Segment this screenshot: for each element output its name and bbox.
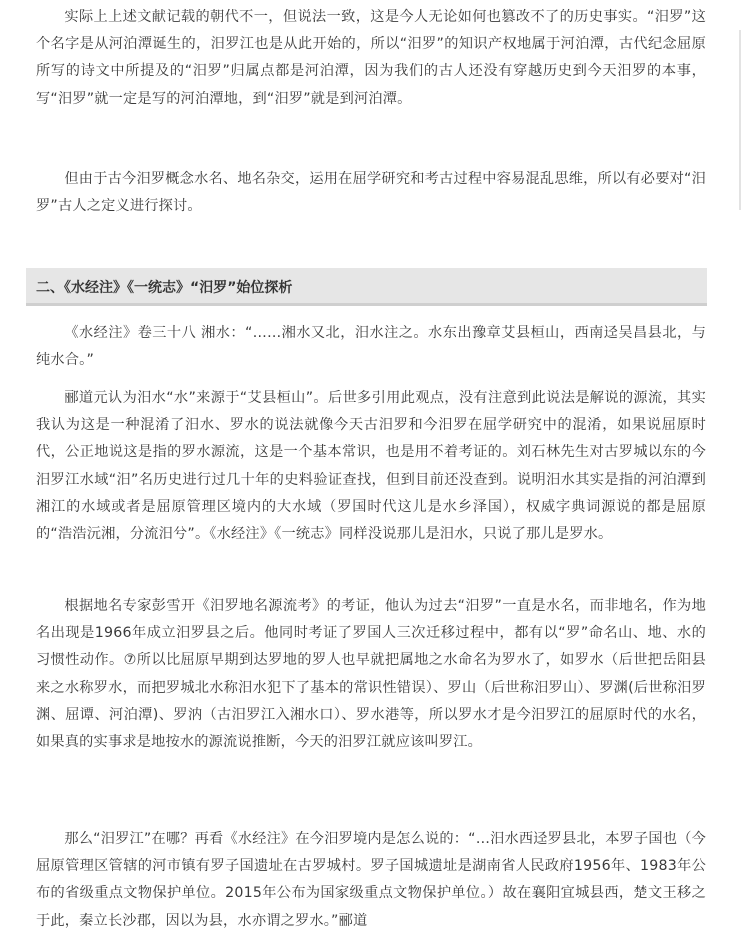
article-paragraph-2: 但由于古今汨罗概念水名、地名杂交，运用在屈学研究和考古过程中容易混乱思维，所以有必要对“汨罗”古人之定义进行探讨。 — [36, 171, 706, 215]
article-paragraph-5: 根据地名专家彭雪开《汨罗地名源流考》的考证，他认为过去“汨罗”一直是水名，而非地名，作为地名出现是1966年成立汨罗县之后。他同时考证了罗国人三次迁移过程中，都有以“罗”命名山、地、水的习惯性动作。⑦所以比屈原早期到达罗地的罗人也早就把属地之水命名为罗水了，如罗水（后世把岳阳县来之水称罗水，而把罗城北水称汨水犯下了基本的常识性错误）、罗山（后世称汨罗山）、罗渊(后世称汨罗渊、屈谭、河泊潭)、罗汭（古汨罗江入湘水口）、罗水港等，所以罗水才是今汨罗江的屈原时代的水名，如果真的实事求是地按水的源流说推断，今天的汨罗江就应该叫罗江。 — [36, 598, 706, 751]
section-heading: 二、《水经注》《一统志》“汨罗”始位探析 — [36, 280, 293, 296]
section-heading-bar — [26, 268, 707, 306]
article-paragraph-6: 那么“汨罗江”在哪？再看《水经注》在今汨罗境内是怎么说的：“…汨水西迳罗县北，本罗子国也（今屈原管理区管辖的河市镇有罗子国遗址在古罗城村。罗子国城遗址是湖南省人民政府1956年、1983年公布的省级重点文物保护单位。2015年公布为国家级重点文物保护单位。）故在襄阳宜城县西，楚文王移之于此，秦立长沙郡，因以为县，水亦谓之罗水。”郦道 — [36, 831, 706, 929]
scrollbar-thumb[interactable] — [739, 30, 741, 210]
article-paragraph-3: 《水经注》卷三十八 湘水：“……湘水又北，汨水注之。水东出豫章艾县桓山，西南迳吴昌县北，与纯水合。” — [36, 325, 706, 369]
article-paragraph-4: 郦道元认为汨水“水”来源于“艾县桓山”。后世多引用此观点，没有注意到此说法是解说的源流，其实我认为这是一种混淆了汨水、罗水的说法就像今天古汨罗和今汨罗在屈学研究中的混淆，如果说屈原时代，公正地说这是指的罗水源流，这是一个基本常识，也是用不着考证的。刘石林先生对古罗城以东的今汨罗江水域“汨”名历史进行过几十年的史料验证查找，但到目前还没查到。说明汨水其实是指的河泊潭到湘江的水域或者是屈原管理区境内的大水域（罗国时代这儿是水乡泽国），权威字典词源说的都是屈原的“浩浩沅湘，分流汨兮”。《水经注》《一统志》同样没说那儿是汨水，只说了那儿是罗水。 — [36, 390, 706, 543]
article-paragraph-1: 实际上上述文献记载的朝代不一，但说法一致，这是今人无论如何也篡改不了的历史事实。“汨罗”这个名字是从河泊潭诞生的，汨罗江也是从此开始的，所以“汨罗”的知识产权地属于河泊潭，古代纪念屈原所写的诗文中所提及的“汨罗”归属点都是河泊潭，因为我们的古人还没有穿越历史到今天汨罗的本事，写“汨罗”就一定是写的河泊潭地，到“汨罗”就是到河泊潭。 — [36, 9, 706, 107]
scrollbar[interactable] — [738, 0, 742, 904]
